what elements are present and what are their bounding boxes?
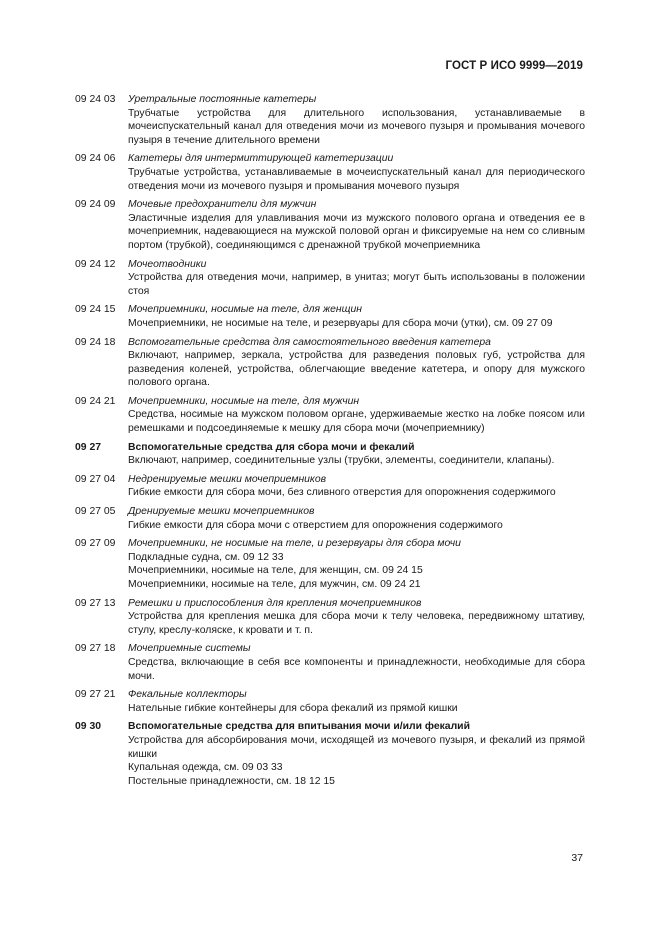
entry-title: Вспомогательные средства для сбора мочи и фекалий	[128, 441, 415, 453]
entry-code: 09 27 21	[75, 689, 116, 701]
entry-code: 09 24 15	[75, 304, 116, 316]
entry-description: Трубчатые устройства для длительного использования, устанавливаемые в мочеиспускательный канал для отведения мочи из мочевого пузыря и промывания мочевого пузыря в течение длительного времени	[128, 107, 585, 146]
entry-description: Устройства для крепления мешка для сбора мочи к телу человека, передвижному штативу, стулу, креслу-коляске, к кровати и т. п.	[128, 611, 585, 636]
entry-body	[128, 642, 585, 683]
list-item	[75, 303, 585, 330]
entry-body	[128, 473, 585, 500]
entry-title: Уретральные постоянные катетеры	[128, 94, 317, 105]
entry-description: Гибкие емкости для сбора мочи с отверстием для опорожнения содержимого	[128, 519, 503, 531]
entry-body	[128, 336, 585, 390]
entry-code: 09 27 05	[75, 506, 116, 518]
page-number: 37	[571, 852, 583, 864]
entry-description: Устройства для отведения мочи, например, в унитаз; могут быть использованы в положении стоя	[128, 272, 585, 297]
entry-body	[128, 93, 585, 147]
entry-description: Включают, например, соединительные узлы (трубки, элементы, соединители, клапаны).	[128, 455, 555, 467]
list-item	[75, 93, 585, 147]
entry-code: 09 24 12	[75, 258, 116, 270]
entry-code: 09 24 09	[75, 199, 116, 211]
entry-code: 09 27 13	[75, 597, 116, 609]
list-item	[75, 152, 585, 193]
entry-title: Мочеприемники, не носимые на теле, и резервуары для сбора мочи	[128, 538, 461, 550]
entry-title: Катетеры для интермиттирующей катетеризации	[128, 153, 394, 165]
entry-description: Эластичные изделия для улавливания мочи из мужского полового органа и отведения ее в мочеприемник, надевающиеся на мужской половой орган и фиксируемые на нем со сливным портом (трубкой), соединяющимся с дренажной трубкой мочеприемника	[128, 212, 585, 251]
entry-title: Вспомогательные средства для самостоятельного введения катетера	[128, 336, 491, 348]
entry-description: Средства, включающие в себя все компоненты и принадлежности, необходимые для сбора мочи.	[128, 656, 585, 682]
entry-code: 09 30	[75, 721, 102, 733]
entry-title: Мочеприемные системы	[128, 643, 251, 655]
entry-code: 09 27	[75, 441, 102, 453]
list-item	[75, 336, 585, 390]
entry-title: Фекальные коллекторы	[128, 689, 247, 701]
entry-description: Устройства для абсорбирования мочи, исходящей из мочевого пузыря, и фекалий из прямой кишки	[128, 734, 585, 760]
list-item	[75, 258, 585, 299]
entry-code: 09 24 03	[75, 94, 116, 105]
entry-title: Дренируемые мешки мочеприемников	[128, 506, 315, 518]
entry-body	[128, 505, 585, 532]
group-entry	[75, 720, 585, 788]
list-item	[75, 505, 585, 532]
entry-description: Гибкие емкости для сбора мочи, без сливного отверстия для опорожнения содержимого	[128, 487, 556, 499]
entry-code: 09 24 18	[75, 336, 116, 348]
entry-body	[128, 441, 585, 468]
entry-code: 09 27 09	[75, 538, 116, 550]
list-item	[75, 198, 585, 252]
entry-description: Средства, носимые на мужском половом органе, удерживаемые жестко на лобке поясом или ремешками и подсоединяемые к мешку для сбора мочи (мочеприемнику)	[128, 409, 585, 435]
entry-description: Купальная одежда, см. 09 03 33	[128, 762, 283, 774]
entry-description: Включают, например, зеркала, устройства для разведения половых губ, устройства для разведения коленей, устройства, облегчающие введение катетера, и опору для мужского полового органа.	[128, 350, 585, 389]
list-item	[75, 688, 585, 715]
entry-title: Мочеприемники, носимые на теле, для женщин	[128, 304, 362, 316]
document-header: ГОСТ Р ИСО 9999—2019	[445, 60, 583, 72]
entry-body	[128, 720, 585, 788]
entry-title: Мочеприемники, носимые на теле, для мужчин	[128, 395, 360, 407]
entry-code: 09 27 18	[75, 643, 116, 655]
list-item	[75, 473, 585, 500]
group-entry	[75, 441, 585, 468]
list-item	[75, 642, 585, 683]
entry-title: Мочеотводники	[128, 258, 207, 270]
entry-title: Недренируемые мешки мочеприемников	[128, 473, 327, 485]
entry-body	[128, 597, 585, 638]
classification-list	[75, 93, 585, 793]
entry-body	[128, 152, 585, 193]
entry-title: Ремешки и приспособления для крепления мочеприемников	[128, 597, 422, 609]
entry-description: Нательные гибкие контейнеры для сбора фекалий из прямой кишки	[128, 702, 458, 714]
entry-description: Подкладные судна, см. 09 12 33	[128, 551, 284, 563]
entry-body	[128, 688, 585, 715]
entry-title: Мочевые предохранители для мужчин	[128, 199, 317, 211]
entry-body	[128, 198, 585, 252]
list-item	[75, 537, 585, 591]
entry-body	[128, 537, 585, 591]
entry-title: Вспомогательные средства для впитывания мочи и/или фекалий	[128, 721, 470, 733]
entry-code: 09 27 04	[75, 473, 116, 485]
entry-description: Мочеприемники, носимые на теле, для женщин, см. 09 24 15	[128, 565, 423, 577]
list-item	[75, 395, 585, 436]
entry-description: Постельные принадлежности, см. 18 12 15	[128, 775, 335, 787]
entry-body	[128, 258, 585, 299]
entry-body	[128, 395, 585, 436]
list-item	[75, 597, 585, 638]
entry-code: 09 24 21	[75, 395, 116, 407]
entry-description: Трубчатые устройства, устанавливаемые в мочеиспускательный канал для периодического отведения мочи из мочевого пузыря и промывания мочевого пузыря	[128, 166, 585, 192]
entry-body	[128, 303, 585, 330]
entry-description: Мочеприемники, носимые на теле, для мужчин, см. 09 24 21	[128, 579, 421, 590]
entry-code: 09 24 06	[75, 153, 116, 165]
entry-description: Мочеприемники, не носимые на теле, и резервуары для сбора мочи (утки), см. 09 27 09	[128, 317, 553, 329]
